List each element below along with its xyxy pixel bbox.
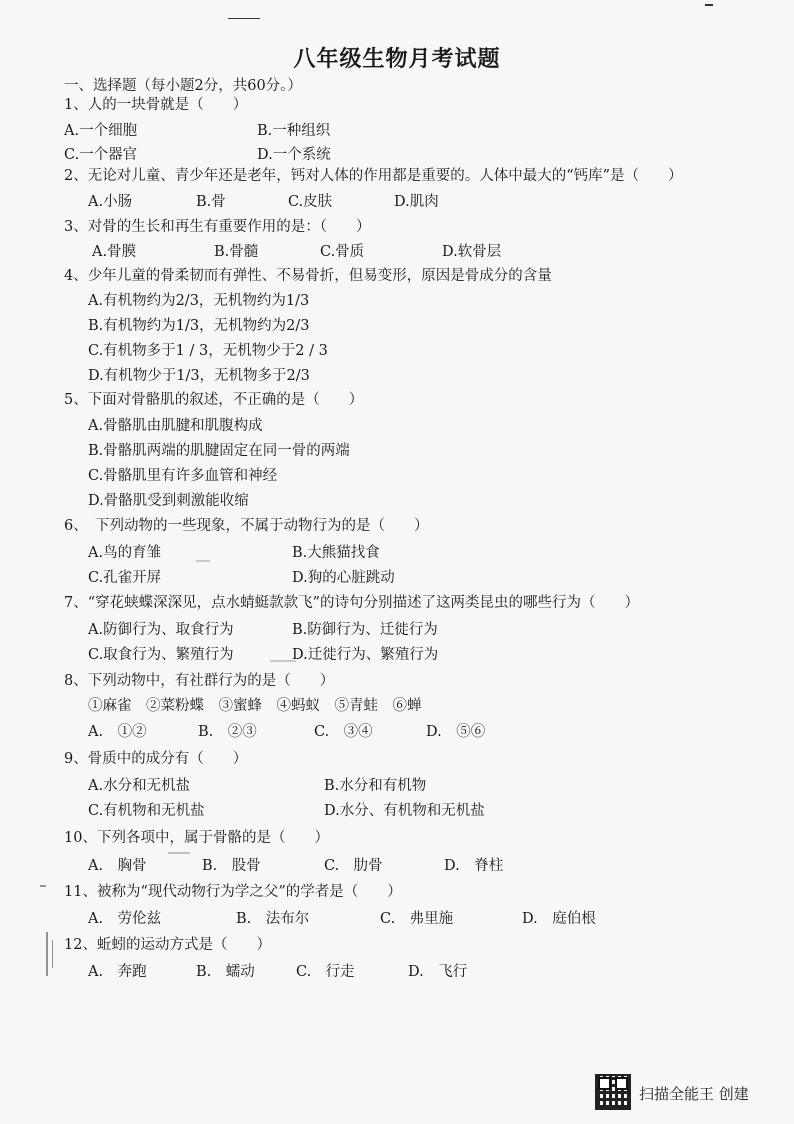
question-stem: 1、人的一块骨就是（ ） (64, 97, 248, 113)
watermark-text: 扫描全能王 创建 (639, 1085, 749, 1103)
option: C.骨骼肌里有许多血管和神经 (88, 468, 278, 484)
question-stem: 10、下列各项中，属于骨骼的是（ ） (64, 830, 329, 846)
question-stem: 5、下面对骨骼肌的叙述，不正确的是（ ） (64, 392, 364, 408)
option: D.软骨层 (442, 244, 502, 260)
option: A. 胸骨 (88, 858, 147, 874)
option: D. 飞行 (408, 964, 468, 980)
option: A.小肠 (88, 194, 133, 210)
option: C.有机物和无机盐 (88, 803, 205, 819)
option: A.鸟的育雏 (88, 545, 162, 561)
question-stem: 11、被称为“现代动物行为学之父”的学者是（ ） (64, 884, 402, 900)
scan-speck (40, 885, 46, 887)
scan-speck (196, 560, 210, 562)
scan-speck (52, 940, 53, 968)
option-items: ①麻雀 ②菜粉蝶 ③蜜蜂 ④蚂蚁 ⑤青蛙 ⑥蝉 (88, 698, 422, 714)
option: B. 蠕动 (196, 964, 255, 980)
option: A. 劳伦兹 (88, 911, 162, 927)
question-stem: 9、骨质中的成分有（ ） (64, 751, 248, 767)
option: D.骨骼肌受到刺激能收缩 (88, 493, 249, 509)
option: B.骨髓 (214, 244, 259, 260)
option: C.取食行为、繁殖行为 (88, 647, 234, 663)
option: D.水分、有机物和无机盐 (324, 803, 485, 819)
option: D. 脊柱 (444, 858, 504, 874)
question-stem: 3、对骨的生长和再生有重要作用的是：（ ） (64, 219, 371, 235)
question-stem: 4、少年儿童的骨柔韧而有弹性、不易骨折，但易变形，原因是骨成分的含量 (64, 268, 552, 284)
question-stem: 6、 下列动物的一些现象，不属于动物行为的是（ ） (64, 518, 429, 534)
option: A.防御行为、取食行为 (88, 622, 234, 638)
option: A.一个细胞 (64, 123, 138, 139)
option: C.骨质 (320, 244, 365, 260)
option: B. 股骨 (202, 858, 261, 874)
option: A.水分和无机盐 (88, 778, 191, 794)
option: A.骨骼肌由肌腱和肌腹构成 (88, 418, 263, 434)
option: B.有机物约为1/3，无机物约为2/3 (88, 318, 310, 334)
option: B.骨骼肌两端的肌腱固定在同一骨的两端 (88, 443, 350, 459)
option: D.有机物少于1/3，无机物多于2/3 (88, 368, 310, 384)
option: C. ③④ (314, 724, 373, 740)
option: A.骨膜 (92, 244, 137, 260)
option: B.骨 (196, 194, 226, 210)
page-title: 八年级生物月考试题 (293, 47, 501, 72)
scan-speck (270, 660, 296, 662)
option: D. ⑤⑥ (426, 724, 486, 740)
option: D.肌肉 (394, 194, 439, 210)
scan-speck (46, 932, 48, 976)
option: A. 奔跑 (88, 964, 147, 980)
option: C.皮肤 (288, 194, 333, 210)
scan-speck (168, 852, 190, 854)
option: D.迁徙行为、繁殖行为 (292, 647, 439, 663)
option: B. ②③ (198, 724, 257, 740)
question-stem: 12、蚯蚓的运动方式是（ ） (64, 937, 271, 953)
option: C.一个器官 (64, 147, 138, 163)
qr-code-icon (597, 1076, 629, 1108)
scan-mark (228, 18, 260, 19)
option: C. 肋骨 (324, 858, 383, 874)
option: D.狗的心脏跳动 (292, 570, 395, 586)
option: D.一个系统 (257, 147, 331, 163)
option: A.有机物约为2/3，无机物约为1/3 (88, 293, 310, 309)
option: C.有机物多于1 / 3，无机物少于2 / 3 (88, 343, 328, 359)
question-stem: 7、“穿花蛱蝶深深见，点水蜻蜓款款飞”的诗句分别描述了这两类昆虫的哪些行为（ ） (64, 595, 640, 611)
option: B.大熊猫找食 (292, 545, 380, 561)
option: B.防御行为、迁徙行为 (292, 622, 438, 638)
option: B.水分和有机物 (324, 778, 427, 794)
section-heading: 一、选择题（每小题2分，共60分。） (64, 78, 302, 94)
option: C. 行走 (296, 964, 355, 980)
scan-mark (705, 4, 713, 6)
scanner-watermark (597, 1076, 777, 1110)
option: D. 庭伯根 (522, 911, 596, 927)
question-stem: 2、无论对儿童、青少年还是老年，钙对人体的作用都是重要的。人体中最大的“钙库”是（ ） (64, 168, 683, 184)
option: B. 法布尔 (236, 911, 310, 927)
option: A. ①② (88, 724, 147, 740)
question-stem: 8、下列动物中，有社群行为的是（ ） (64, 673, 335, 689)
option: B.一种组织 (257, 123, 331, 139)
option: C.孔雀开屏 (88, 570, 162, 586)
option: C. 弗里施 (380, 911, 454, 927)
